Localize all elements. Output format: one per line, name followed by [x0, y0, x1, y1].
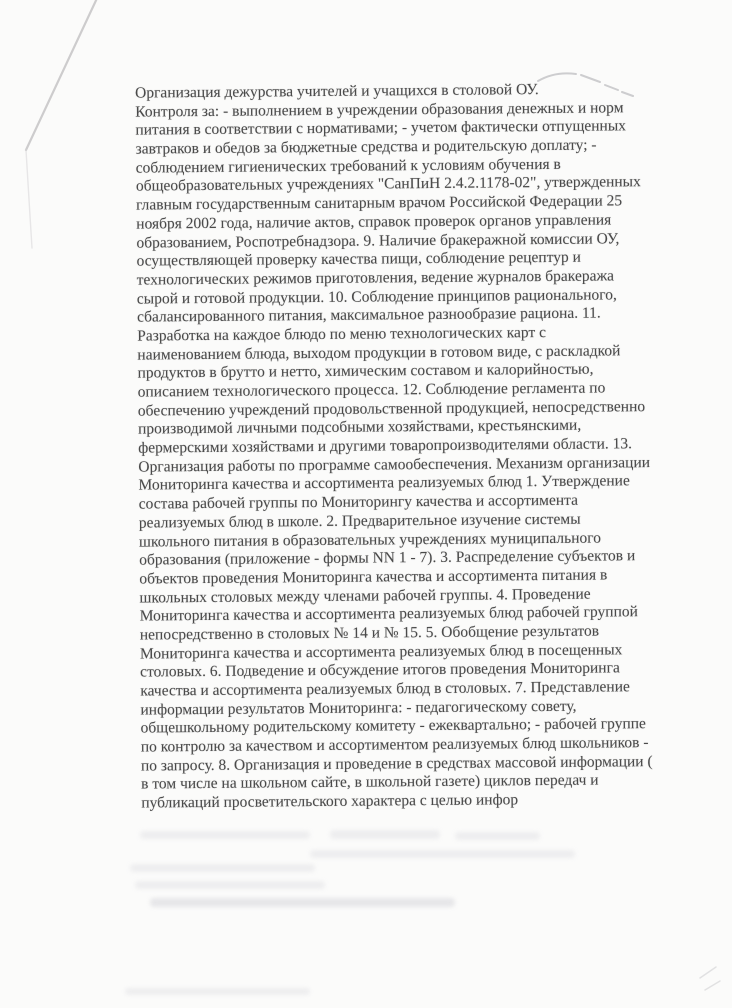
text-line: публикаций просветительского характера с целью инфор: [141, 791, 519, 812]
text-line: сырой и готовой продукции. 10. Соблюдение принципов рационального,: [136, 285, 617, 308]
text-line: в том числе на школьном сайте, в школьной газете) циклов передач и: [141, 772, 599, 793]
text-line: ноября 2002 года, наличие актов, справок проверок органов управления: [136, 211, 612, 233]
text-line: школьного питания в образовательных учреждениях муниципального: [138, 529, 602, 551]
text-line: по запросу. 8. Организация и проведение в средствах массовой информации (: [140, 752, 653, 775]
text-line: реализуемых блюд в школе. 2. Предварительное изучение системы: [138, 510, 581, 532]
text-line: Разработка на каждое блюдо по меню технологических карт с: [137, 323, 547, 345]
text-line: технологических режимов приготовления, ведение журналов бракеража: [136, 267, 615, 289]
corner-smudge-mark: [700, 967, 720, 990]
text-line: продуктов в брутто и нетто, химическим составом и калорийностью,: [137, 360, 594, 382]
text-line: школьных столовых между членами рабочей группы. 4. Проведение: [139, 585, 591, 607]
text-line: обеспечению учреждений продовольственной продукцией, непосредственно: [137, 397, 646, 420]
text-line: питания в соответствии с нормативами; - учетом фактически отпущенных: [135, 117, 627, 139]
text-line: столовых. 6. Подведение и обсуждение итогов проведения Мониторинга: [140, 659, 620, 681]
text-line: осуществляющей проверку качества пищи, соблюдение рецептур и: [136, 248, 581, 270]
text-line: по контролю за качеством и ассортиментом реализуемых блюд школьников -: [140, 734, 649, 756]
text-line: состава рабочей группы по Мониторингу качества и ассортимента: [138, 491, 579, 513]
text-line: Мониторинга качества и ассортимента реализуемых блюд в посещенных: [139, 640, 623, 663]
text-line: общеобразовательных учреждениях "СанПиН 2.4.2.1178-02", утвержденных: [135, 173, 641, 196]
text-line: описанием технологического процесса. 12. Соблюдение регламента по: [137, 379, 606, 401]
text-line: завтраков и обедов за бюджетные средства и родительскую доплату; -: [135, 136, 597, 158]
paper-crease-line: [26, 0, 99, 150]
paper-crease-tail: [26, 150, 32, 248]
text-line: главным государственным санитарным врачом Российской Федерации 25: [135, 192, 623, 214]
bleed-through-smudge: [330, 830, 440, 839]
text-line: общешкольному родительскому комитету - ежеквартально; - рабочей группе: [140, 715, 646, 737]
text-line: Мониторинга качества и ассортимента реализуемых блюд 1. Утверждение: [138, 472, 630, 495]
text-line: образования (приложение - формы NN 1 - 7). 3. Распределение субъектов и: [139, 547, 636, 569]
text-line: образованием, Роспотребнадзора. 9. Наличие бракеражной комиссии ОУ,: [136, 229, 620, 252]
text-line: качества и ассортимента реализуемых блюд в столовых. 7. Представление: [140, 678, 630, 700]
text-line: наименованием блюда, выходом продукции в готовом виде, с раскладкой: [137, 341, 621, 364]
bleed-through-smudge: [455, 832, 540, 840]
text-line: Организация работы по программе самообеспечения. Механизм организации: [138, 453, 651, 476]
text-line: сбалансированного питания, максимальное разнообразие рациона. 11.: [136, 304, 601, 326]
text-line: информации результатов Мониторинга: - педагогическому совету,: [140, 697, 577, 719]
document-text-block: [135, 80, 666, 813]
text-line: непосредственно в столовых № 14 и № 15. 5. Обобщение результатов: [139, 622, 600, 644]
text-line: фермерскими хозяйствами и другими товаропроизводителями области. 13.: [138, 435, 633, 457]
bleed-through-smudge: [150, 898, 455, 907]
text-line: Мониторинга качества и ассортимента реализуемых блюд рабочей группой: [139, 603, 638, 625]
bleed-through-smudge: [310, 850, 575, 858]
bleed-through-smudge: [130, 864, 315, 872]
text-line: соблюдением гигиенических требований к условиям обучения в: [135, 155, 561, 177]
text-line: объектов проведения Мониторинга качества и ассортимента питания в: [139, 566, 608, 588]
bleed-through-smudge: [140, 831, 310, 839]
text-line: Контроля за: - выполнением в учреждении образования денежных и норм: [135, 99, 624, 121]
bleed-through-smudge: [135, 881, 325, 889]
bleed-through-smudge: [125, 988, 310, 995]
text-line: производимой личными подсобными хозяйствами, крестьянскими,: [137, 417, 582, 438]
text-line: Организация дежурства учителей и учащихся в столовой ОУ.: [135, 81, 539, 102]
